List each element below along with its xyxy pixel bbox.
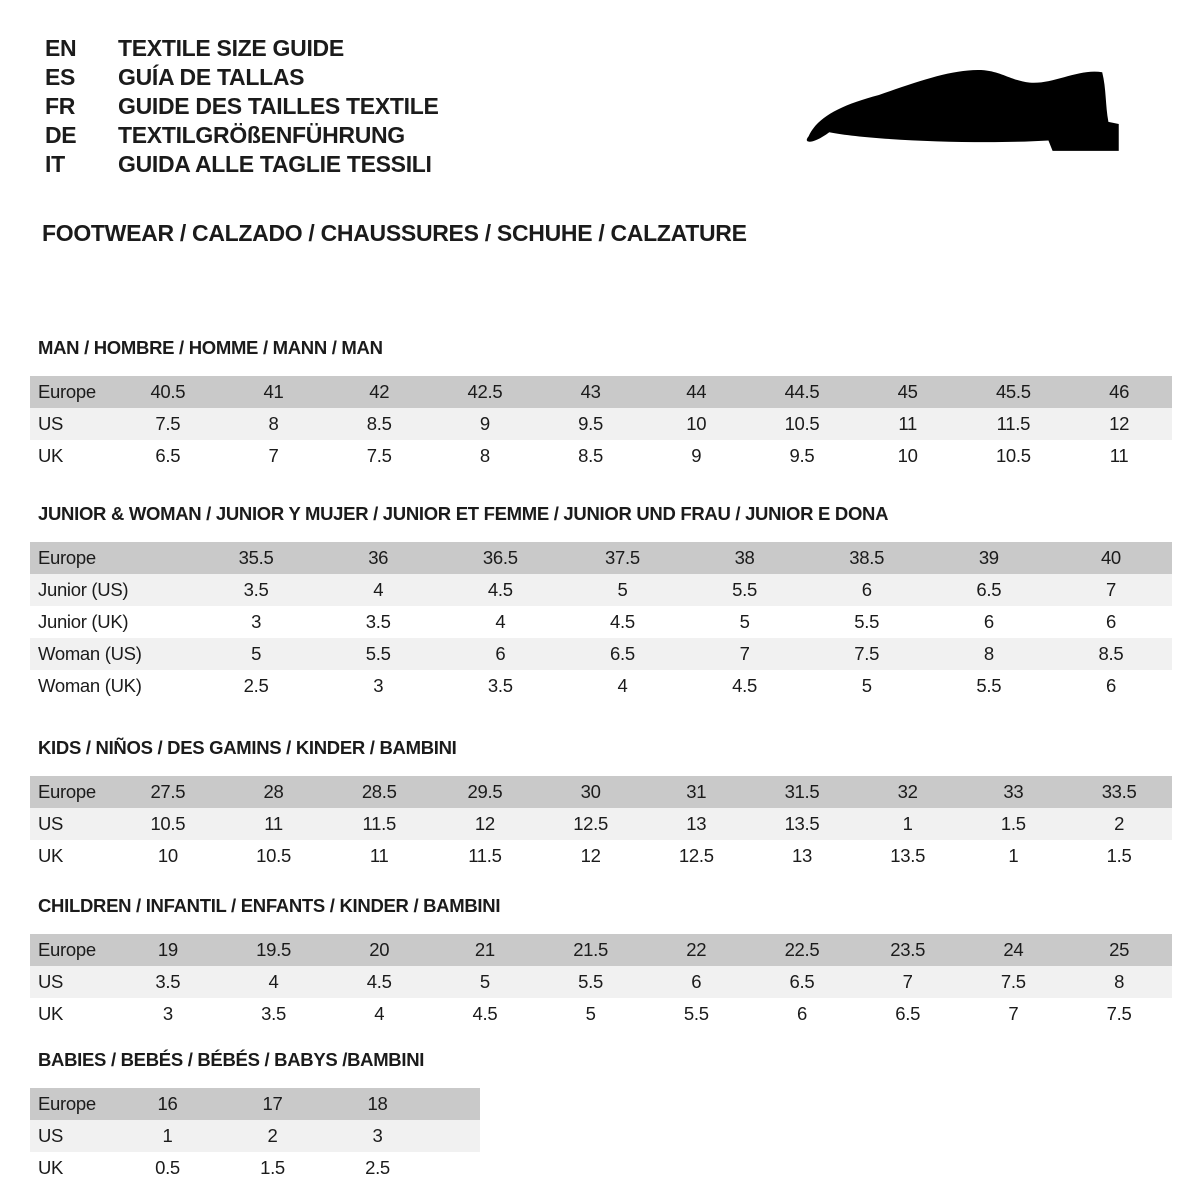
language-code: IT — [45, 151, 65, 177]
size-cell: 5 — [861, 675, 872, 696]
table-row — [30, 1088, 480, 1120]
size-cell: 10.5 — [995, 445, 1031, 466]
size-cell: 5.5 — [854, 611, 880, 632]
size-cell: 29.5 — [467, 781, 503, 802]
size-cell: 30 — [580, 781, 601, 802]
size-cell: 7 — [902, 971, 913, 992]
size-cell: 5 — [739, 611, 750, 632]
size-cell: 46 — [1109, 381, 1130, 402]
row-label: Junior (UK) — [38, 611, 129, 632]
table-row — [30, 408, 1172, 440]
size-cell: 4.5 — [487, 579, 513, 600]
size-cell: 3 — [251, 611, 262, 632]
size-cell: 16 — [157, 1093, 178, 1114]
size-cell: 13.5 — [784, 813, 820, 834]
size-cell: 11 — [1109, 445, 1129, 466]
size-cell: 38 — [734, 547, 755, 568]
row-label: US — [38, 1125, 64, 1146]
size-cell: 25 — [1109, 939, 1130, 960]
size-cell: 2.5 — [365, 1157, 390, 1178]
size-cell: 7 — [1008, 1003, 1019, 1024]
size-cell: 2 — [267, 1125, 278, 1146]
size-cell: 22 — [686, 939, 707, 960]
size-cell: 42 — [369, 381, 390, 402]
size-cell: 32 — [897, 781, 918, 802]
size-cell: 8 — [1114, 971, 1125, 992]
table-row — [30, 440, 1172, 472]
row-label: Woman (UK) — [38, 675, 142, 696]
size-cell: 19 — [157, 939, 178, 960]
size-cell: 6 — [1105, 611, 1116, 632]
size-cell: 31.5 — [784, 781, 820, 802]
row-label: Europe — [38, 1093, 96, 1114]
spacer-cell — [430, 1088, 480, 1120]
shoe-icon — [798, 64, 1150, 186]
children-size-table — [30, 934, 1172, 1030]
size-cell: 11.5 — [362, 813, 396, 834]
row-label: UK — [38, 445, 64, 466]
language-row — [45, 150, 439, 179]
size-cell: 4.5 — [472, 1003, 498, 1024]
size-cell: 22.5 — [784, 939, 820, 960]
language-row — [45, 63, 439, 92]
table-row — [30, 808, 1172, 840]
size-cell: 6 — [1105, 675, 1116, 696]
size-cell: 33 — [1003, 781, 1024, 802]
row-label: US — [38, 413, 64, 434]
size-cell: 3.5 — [487, 675, 513, 696]
size-cell: 44.5 — [784, 381, 820, 402]
size-cell: 3.5 — [261, 1003, 286, 1024]
size-cell: 11 — [369, 845, 389, 866]
row-label: Europe — [38, 781, 96, 802]
size-cell: 8 — [983, 643, 994, 664]
size-cell: 10 — [686, 413, 707, 434]
size-cell: 2.5 — [243, 675, 269, 696]
section-babies — [30, 1048, 1172, 1184]
junior-woman-size-table — [30, 542, 1172, 702]
size-cell: 39 — [978, 547, 999, 568]
size-cell: 23.5 — [890, 939, 926, 960]
size-cell: 12.5 — [678, 845, 714, 866]
table-row — [30, 776, 1172, 808]
size-cell: 6.5 — [610, 643, 635, 664]
size-cell: 6 — [495, 643, 506, 664]
size-cell: 13 — [791, 845, 812, 866]
size-cell: 1 — [1008, 845, 1019, 866]
size-cell: 5 — [251, 643, 262, 664]
table-row — [30, 934, 1172, 966]
size-cell: 4 — [373, 579, 384, 600]
size-cell: 5 — [585, 1003, 596, 1024]
section-title: CHILDREN / INFANTIL / ENFANTS / KINDER / BAMBINI — [38, 895, 501, 916]
language-row — [45, 92, 439, 121]
size-cell: 28 — [263, 781, 284, 802]
size-cell: 10 — [897, 445, 918, 466]
size-cell: 3.5 — [155, 971, 181, 992]
size-cell: 8 — [268, 413, 279, 434]
size-cell: 12 — [1109, 413, 1130, 434]
size-cell: 24 — [1003, 939, 1024, 960]
language-header — [45, 34, 439, 179]
size-cell: 11 — [264, 813, 283, 834]
size-cell: 40 — [1100, 547, 1121, 568]
babies-size-table — [30, 1088, 480, 1184]
size-cell: 45.5 — [995, 381, 1031, 402]
size-cell: 7.5 — [155, 413, 181, 434]
size-cell: 7.5 — [854, 643, 880, 664]
section-junior-woman — [30, 502, 1172, 702]
table-row — [30, 998, 1172, 1030]
section-children — [30, 894, 1172, 1030]
size-cell: 6 — [691, 971, 702, 992]
size-cell: 36.5 — [482, 547, 518, 568]
size-cell: 1.5 — [260, 1157, 285, 1178]
table-row — [30, 840, 1172, 872]
size-cell: 38.5 — [849, 547, 885, 568]
size-cell: 10.5 — [256, 845, 291, 866]
size-cell: 5.5 — [578, 971, 603, 992]
size-cell: 6.5 — [895, 1003, 921, 1024]
size-cell: 6 — [861, 579, 872, 600]
size-cell: 27.5 — [150, 781, 186, 802]
kids-size-table — [30, 776, 1172, 872]
size-cell: 9.5 — [789, 445, 815, 466]
size-cell: 3.5 — [243, 579, 269, 600]
row-label: Junior (US) — [38, 579, 129, 600]
row-label: UK — [38, 1157, 64, 1178]
size-cell: 3 — [373, 675, 384, 696]
size-cell: 28.5 — [361, 781, 397, 802]
size-cell: 3.5 — [365, 611, 391, 632]
size-cell: 12.5 — [573, 813, 608, 834]
table-row — [30, 670, 1172, 702]
size-cell: 11.5 — [468, 845, 502, 866]
size-cell: 33.5 — [1101, 781, 1137, 802]
size-cell: 42.5 — [467, 381, 503, 402]
size-cell: 7.5 — [1106, 1003, 1132, 1024]
size-cell: 35.5 — [238, 547, 274, 568]
size-cell: 7.5 — [1000, 971, 1026, 992]
section-man — [30, 336, 1172, 472]
spacer-cell — [430, 1120, 480, 1152]
size-cell: 9 — [691, 445, 702, 466]
size-cell: 7 — [739, 643, 750, 664]
row-label: Europe — [38, 381, 96, 402]
language-title: GUIDE DES TAILLES TEXTILE — [118, 93, 439, 119]
size-cell: 5.5 — [732, 579, 757, 600]
section-title: JUNIOR & WOMAN / JUNIOR Y MUJER / JUNIOR ET FEMME / JUNIOR UND FRAU / JUNIOR E DONA — [38, 503, 889, 524]
size-cell: 1.5 — [1106, 845, 1132, 866]
table-row — [30, 1120, 480, 1152]
size-cell: 20 — [369, 939, 390, 960]
size-cell: 8.5 — [1098, 643, 1124, 664]
section-title: MAN / HOMBRE / HOMME / MANN / MAN — [38, 337, 383, 358]
category-line: FOOTWEAR / CALZADO / CHAUSSURES / SCHUHE / CALZATURE — [42, 220, 747, 246]
table-row — [30, 638, 1172, 670]
language-code: FR — [45, 93, 76, 119]
size-cell: 4.5 — [610, 611, 635, 632]
size-cell: 18 — [367, 1093, 388, 1114]
language-title: GUÍA DE TALLAS — [118, 64, 305, 90]
size-cell: 6.5 — [789, 971, 815, 992]
language-code: EN — [45, 35, 77, 61]
row-label: Europe — [38, 939, 96, 960]
row-label: UK — [38, 845, 64, 866]
man-size-table — [30, 376, 1172, 472]
size-cell: 0.5 — [155, 1157, 180, 1178]
size-cell: 17 — [262, 1093, 283, 1114]
table-row — [30, 606, 1172, 638]
table-row — [30, 966, 1172, 998]
size-cell: 40.5 — [150, 381, 186, 402]
size-cell: 36 — [368, 547, 389, 568]
size-cell: 4.5 — [366, 971, 392, 992]
size-cell: 11.5 — [996, 413, 1031, 434]
section-title: BABIES / BEBÉS / BÉBÉS / BABYS /BAMBINI — [38, 1049, 425, 1070]
table-row — [30, 376, 1172, 408]
size-cell: 10.5 — [784, 413, 820, 434]
row-label: Woman (US) — [38, 643, 142, 664]
size-cell: 37.5 — [605, 547, 640, 568]
size-cell: 6.5 — [976, 579, 1002, 600]
row-label: UK — [38, 1003, 64, 1024]
size-cell: 31 — [686, 781, 707, 802]
size-tables — [30, 336, 1172, 1184]
size-cell: 4 — [617, 675, 628, 696]
size-cell: 21 — [474, 939, 495, 960]
size-cell: 41 — [263, 381, 284, 402]
size-cell: 4.5 — [732, 675, 757, 696]
size-cell: 12 — [474, 813, 495, 834]
size-cell: 45 — [897, 381, 918, 402]
size-cell: 13 — [686, 813, 707, 834]
size-cell: 3 — [162, 1003, 173, 1024]
size-cell: 13.5 — [890, 845, 926, 866]
language-title: TEXTILE SIZE GUIDE — [118, 35, 344, 61]
section-title: KIDS / NIÑOS / DES GAMINS / KINDER / BAMBINI — [38, 737, 457, 758]
size-cell: 4 — [268, 971, 279, 992]
size-cell: 7 — [1105, 579, 1116, 600]
language-code: ES — [45, 64, 76, 90]
size-cell: 21.5 — [573, 939, 608, 960]
size-cell: 5.5 — [365, 643, 391, 664]
size-cell: 11 — [898, 413, 917, 434]
size-cell: 5 — [617, 579, 628, 600]
size-cell: 2 — [1114, 813, 1125, 834]
size-cell: 10.5 — [150, 813, 186, 834]
size-cell: 4 — [495, 611, 506, 632]
size-cell: 8 — [479, 445, 490, 466]
table-row — [30, 542, 1172, 574]
size-cell: 19.5 — [256, 939, 291, 960]
size-cell: 9 — [479, 413, 490, 434]
size-cell: 12 — [580, 845, 601, 866]
spacer-cell — [430, 1152, 480, 1184]
language-title: TEXTILGRÖßENFÜHRUNG — [118, 122, 405, 148]
row-label: US — [38, 813, 64, 834]
size-cell: 6 — [796, 1003, 807, 1024]
size-cell: 7.5 — [366, 445, 392, 466]
size-cell: 4 — [374, 1003, 385, 1024]
size-cell: 5.5 — [683, 1003, 709, 1024]
size-cell: 1 — [162, 1125, 173, 1146]
size-cell: 3 — [372, 1125, 383, 1146]
size-cell: 8.5 — [366, 413, 392, 434]
row-label: Europe — [38, 547, 96, 568]
size-cell: 7 — [268, 445, 279, 466]
size-cell: 1 — [902, 813, 913, 834]
section-kids — [30, 736, 1172, 872]
size-cell: 8.5 — [578, 445, 603, 466]
size-cell: 5 — [479, 971, 490, 992]
language-title: GUIDA ALLE TAGLIE TESSILI — [118, 151, 432, 177]
size-cell: 6 — [983, 611, 994, 632]
size-cell: 6.5 — [155, 445, 181, 466]
language-row — [45, 121, 439, 150]
language-code: DE — [45, 122, 77, 148]
size-cell: 5.5 — [976, 675, 1002, 696]
size-cell: 9.5 — [578, 413, 603, 434]
size-cell: 44 — [686, 381, 707, 402]
language-row — [45, 34, 439, 63]
table-row — [30, 1152, 480, 1184]
row-label: US — [38, 971, 64, 992]
size-cell: 10 — [157, 845, 178, 866]
table-row — [30, 574, 1172, 606]
size-cell: 43 — [580, 381, 601, 402]
size-cell: 1.5 — [1000, 813, 1026, 834]
